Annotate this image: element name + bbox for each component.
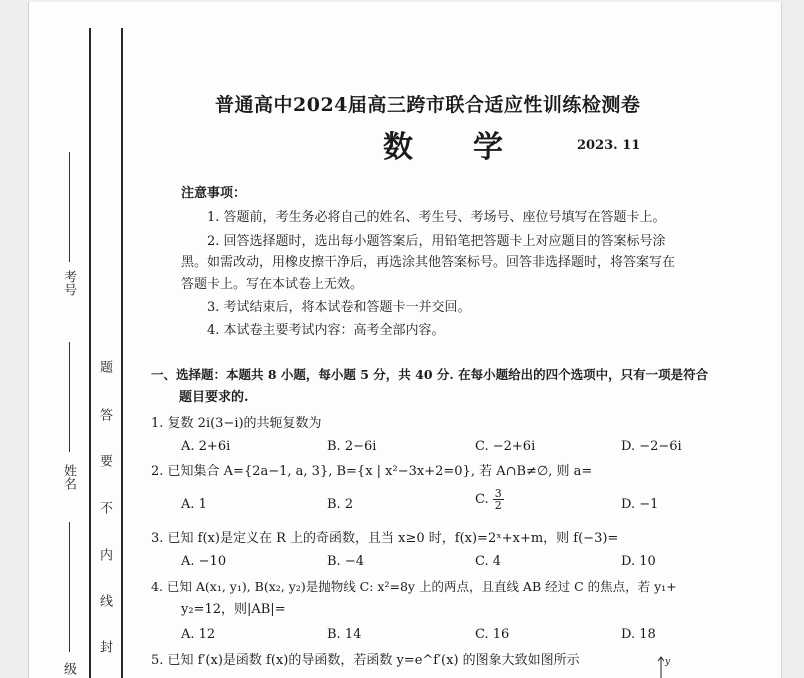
q3-option-d: D. 10 xyxy=(621,554,656,569)
q1-option-d: D. −2−6i xyxy=(621,439,682,454)
notice-item-2-cont: 黑。如需改动，用橡皮擦干净后，再选涂其他答案标号。回答非选择题时，将答案写在 xyxy=(181,255,676,270)
q1-option-a: A. 2+6i xyxy=(181,439,231,454)
q5-stem: 5. 已知 f′(x)是函数 f(x)的导函数，若函数 y=e^f′(x) 的图象大致如图所示 xyxy=(151,653,580,668)
binding-line-inner xyxy=(121,28,123,678)
q2-option-c xyxy=(475,488,504,511)
class-blank xyxy=(69,522,70,652)
subject-title: 数 学 xyxy=(383,130,503,165)
seal-char-6: 线 xyxy=(97,594,112,607)
q3-option-b: B. −4 xyxy=(327,554,364,569)
exam-no-blank xyxy=(69,152,70,262)
exam-page xyxy=(28,2,782,678)
notice-item-4: 4. 本试卷主要考试内容：高考全部内容。 xyxy=(207,323,445,338)
name-label: 姓名 xyxy=(61,464,76,490)
q1-stem: 1. 复数 2i(3−i)的共轭复数为 xyxy=(151,416,322,431)
binding-line-outer xyxy=(89,28,91,678)
q2-c-numerator: 3 xyxy=(494,487,502,500)
notice-item-1: 1. 答题前，考生务必将自己的姓名、考生号、考场号、座位号填写在答题卡上。 xyxy=(207,210,666,225)
q2-c-denominator: 2 xyxy=(494,499,502,512)
seal-char-3: 要 xyxy=(97,454,112,467)
class-label: 级 xyxy=(61,662,76,675)
q4-stem-cont: y₂=12，则|AB|= xyxy=(181,602,286,617)
exam-no-label: 考号 xyxy=(61,270,76,296)
q3-option-a: A. −10 xyxy=(181,554,227,569)
q2-option-c-fraction xyxy=(493,488,504,511)
q4-option-b: B. 14 xyxy=(327,627,362,642)
notice-item-3: 3. 考试结束后，将本试卷和答题卡一并交回。 xyxy=(207,300,471,315)
section-heading-cont: 题目要求的. xyxy=(179,390,249,405)
q4-option-c: C. 16 xyxy=(475,627,510,642)
q2-stem: 2. 已知集合 A={2a−1, a, 3}, B={x | x²−3x+2=0}, 若 A∩B≠∅, 则 a= xyxy=(151,464,593,479)
q2-option-d: D. −1 xyxy=(621,497,659,512)
name-blank xyxy=(69,342,70,452)
q4-stem: 4. 已知 A(x₁, y₁), B(x₂, y₂)是抛物线 C: x²=8y 上的两点，且直线 AB 经过 C 的焦点，若 y₁+ xyxy=(151,579,677,594)
notice-item-2-cont2: 答题卡上。写在本试卷上无效。 xyxy=(181,277,364,292)
q2-option-a: A. 1 xyxy=(181,497,207,512)
section-heading: 一、选择题：本题共 8 小题，每小题 5 分，共 40 分. 在每小题给出的四个选项中，只有一项是符合 xyxy=(151,367,709,382)
q3-stem: 3. 已知 f(x)是定义在 R 上的奇函数，且当 x≥0 时，f(x)=2ˣ+x+m，则 f(−3)= xyxy=(151,531,619,546)
q5-figure xyxy=(645,654,675,678)
exam-title: 普通高中2024届高三跨市联合适应性训练检测卷 xyxy=(215,94,641,116)
seal-char-7: 封 xyxy=(97,640,112,653)
seal-char-4: 不 xyxy=(97,501,112,514)
exam-date: 2023. 11 xyxy=(577,138,641,153)
seal-char-2: 答 xyxy=(97,408,112,421)
q1-option-b: B. 2−6i xyxy=(327,439,377,454)
seal-char-1: 题 xyxy=(97,360,112,373)
notice-heading: 注意事项： xyxy=(181,186,247,201)
q1-option-c: C. −2+6i xyxy=(475,439,536,454)
q2-option-b: B. 2 xyxy=(327,497,354,512)
q2-option-c-label: C. xyxy=(475,492,489,507)
notice-item-2: 2. 回答选择题时，选出每小题答案后，用铅笔把答题卡上对应题目的答案标号涂 xyxy=(207,234,666,249)
q5-y-label: y xyxy=(665,657,671,667)
q4-option-d: D. 18 xyxy=(621,627,656,642)
q4-option-a: A. 12 xyxy=(181,627,216,642)
q3-option-c: C. 4 xyxy=(475,554,502,569)
seal-char-5: 内 xyxy=(97,548,112,561)
